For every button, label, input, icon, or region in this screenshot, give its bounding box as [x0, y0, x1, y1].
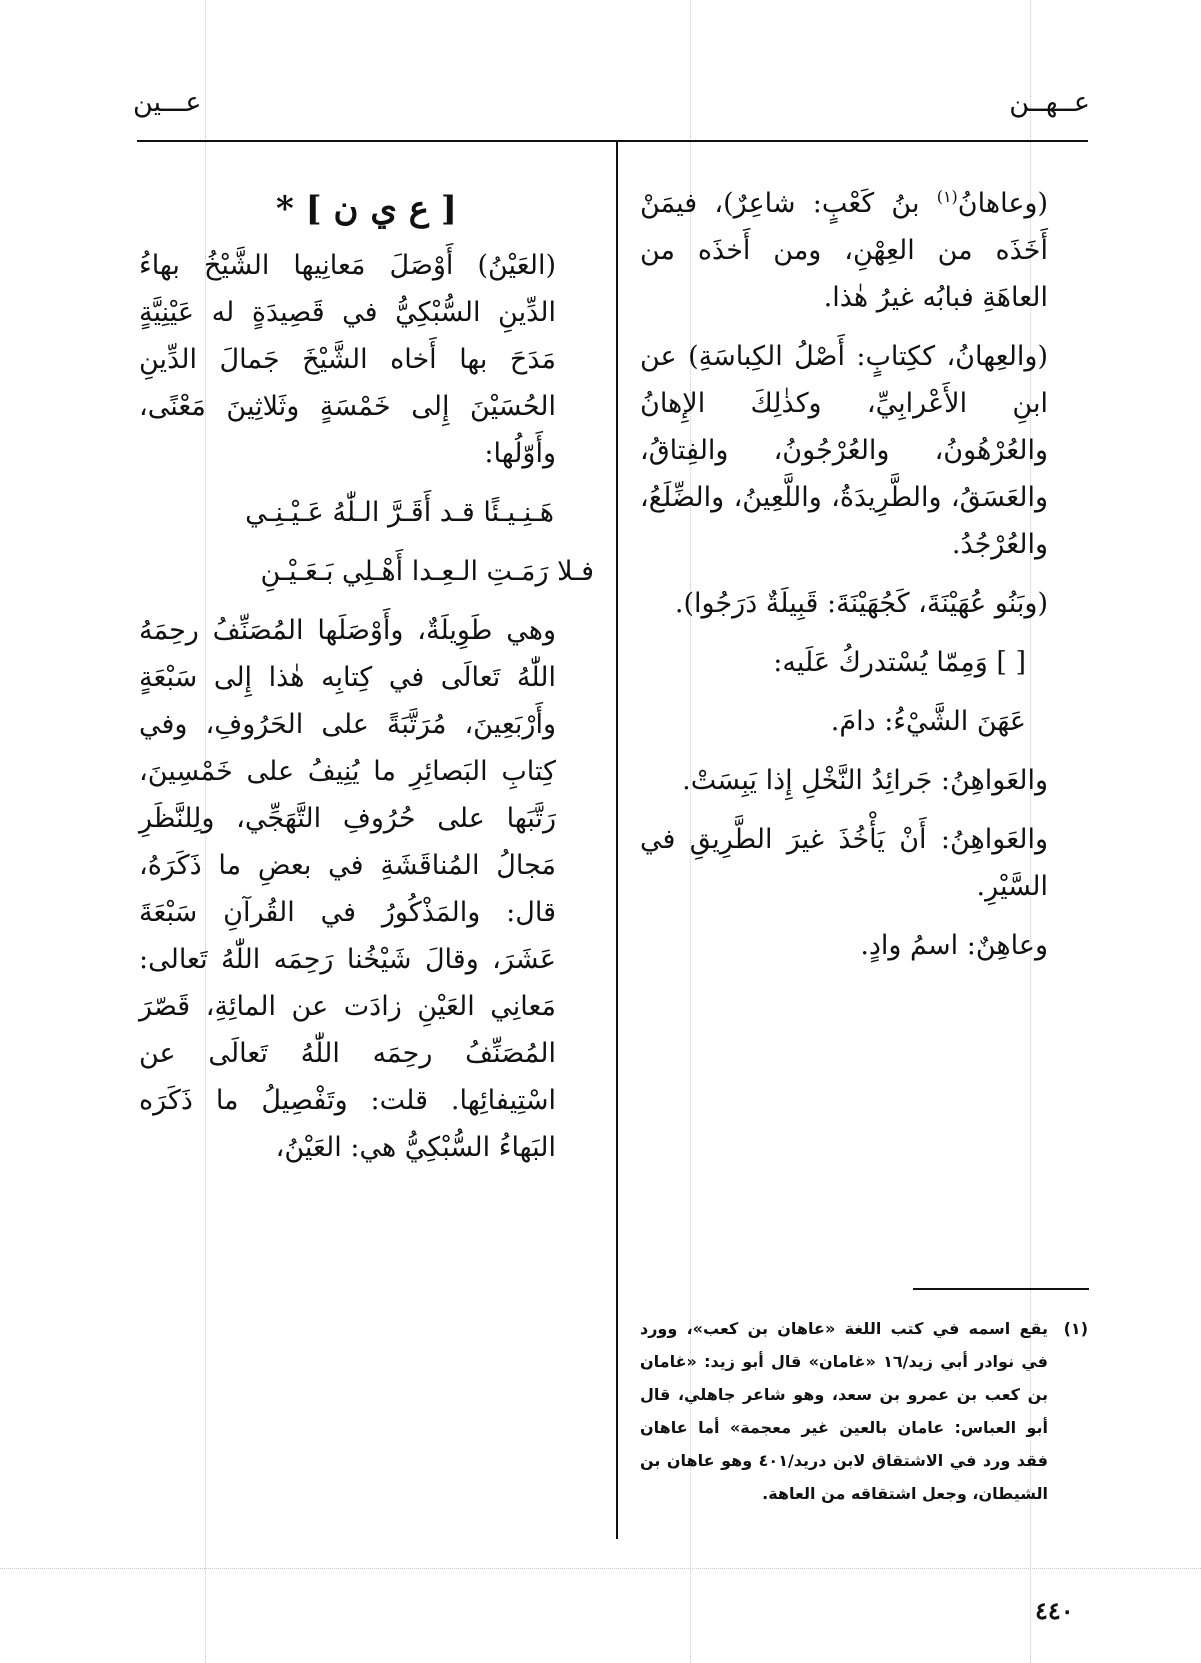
running-head-left: عـــين [133, 87, 202, 118]
paragraph: وعاهِنٌ: اسمُ وادٍ. [860, 930, 1048, 961]
paragraph: (والعِهانُ، ككِتابٍ: أَصْلُ الكِباسَةِ) عن ابنِ الأَعْرابِيِّ، وكذٰلِكَ الإِهانُ والعُرْهُونُ، والعُرْجُونُ، والفِتاقُ، والعَسَقُ، والطَّرِيدَةُ، واللَّعِينُ، والضِّلَعُ، والعُرْجُدُ. [640, 341, 1048, 560]
paragraph: والعَواهِنُ: جَرائِدُ النَّخْلِ إِذا يَبِسَتْ. [682, 765, 1048, 796]
paragraph [640, 180, 1086, 321]
paragraph: والعَواهِنُ: أَنْ يَأْخُذَ غيرَ الطَّرِيقِ في السَّيْرِ. [640, 824, 1048, 902]
verse-line: فـلا رَمَـتِ الـعِـدا أَهْـلِي بَـعَـيْـنِ [260, 556, 594, 587]
entry-title: [ ع ي ن ] * [275, 189, 457, 229]
scan-guide-line [0, 1568, 1201, 1569]
left-column [139, 180, 594, 1171]
paragraph-start: (وعاهانُ [957, 188, 1048, 219]
paragraph-text: بنُ كَعْبٍ: شاعِرٌ)، فيمَنْ أَخَذَه من العِهْنِ، ومن أَخذَه من العاهَةِ فبابُه غيرُ هٰذا. [640, 188, 1048, 313]
footnote-text: يقع اسمه في كتب اللغة «عاهان بن كعب»، وورد في نوادر أبي زيد/١٦ «غامان» قال أبو زيد: «غامان بن كعب بن عمرو بن سعد، وهو شاعر جاهلي، قال أبو العباس: عامان بالعين غير معجمة» أما عاهان فقد ورد في الاشتقاق لابن دريد/٤٠١ وهو عاهان بن الشيطان، وجعل اشتقاقه من العاهة. [640, 1319, 1048, 1503]
footnote-number: (١) [1063, 1319, 1088, 1338]
column-divider [616, 141, 618, 1539]
verse-line: هَـنِـيـئًا قـد أَقَـرَّ الـلّٰهُ عَـيْـنِـي [245, 497, 554, 528]
paragraph: وهي طَوِيلَةٌ، وأَوْصَلَها المُصَنِّفُ رحِمَهُ اللّٰهُ تَعالَى في كِتابِه هٰذا إِلى سَبْعَةٍ وأَرْبَعِينَ، مُرَتَّبَةً على الحَرُوفِ، وفي كِتابِ البَصائِرِ ما يُنِيفُ على خَمْسِينَ، رَتَّبَها على حُرُوفِ التَّهَجِّي، ولِلنَّظَرِ مَجالُ المُناقَشَةِ في بعضِ ما ذَكَرَهُ، قال: والمَذْكُورُ في القُرآنِ سَبْعَةَ عَشَرَ، وقالَ شَيْخُنا رَحِمَه اللّٰهُ تَعالى: مَعانِي العَيْنِ زادَت عن المائِةِ، قَصّرَ المُصَنِّفُ رحِمَه اللّٰهُ تَعالَى عن اسْتِيفائِها. قلت: وتَفْصِيلُ ما ذَكَرَه البَهاءُ السُّبْكِيُّ هي: العَيْنُ، [139, 615, 556, 1163]
footnote-marker: (١) [936, 187, 958, 206]
header-rule [137, 140, 1088, 142]
running-head-right: عــهــن [1009, 87, 1090, 118]
paragraph: عَهَنَ الشَّيْءُ: دامَ. [830, 706, 1026, 737]
paragraph: (وبَنُو عُهَيْنَةَ، كَجُهَيْنَةَ: قَبِيلَةٌ دَرَجُوا). [674, 588, 1048, 619]
paragraph: [ ] وَمِمّا يُسْتدركُ عَلَيه: [773, 647, 1026, 678]
page-number: ٤٤٠ [1035, 1596, 1074, 1625]
footnote [640, 1312, 1088, 1510]
paragraph: (العَيْنُ) أَوْصَلَ مَعانِيها الشَّيْخُ بهاءُ الدِّينِ السُّبْكِيُّ في قَصِيدَةٍ له عَيْنِيَّةٍ مَدَحَ بها أَخاه الشَّيْخَ جَمالَ الدِّينِ الحُسَيْنَ إِلى خَمْسَةٍ وثَلاثِينَ مَعْنًى، وأَوّلُها: [139, 250, 556, 469]
right-column [640, 180, 1086, 969]
footnote-rule [913, 1288, 1089, 1290]
